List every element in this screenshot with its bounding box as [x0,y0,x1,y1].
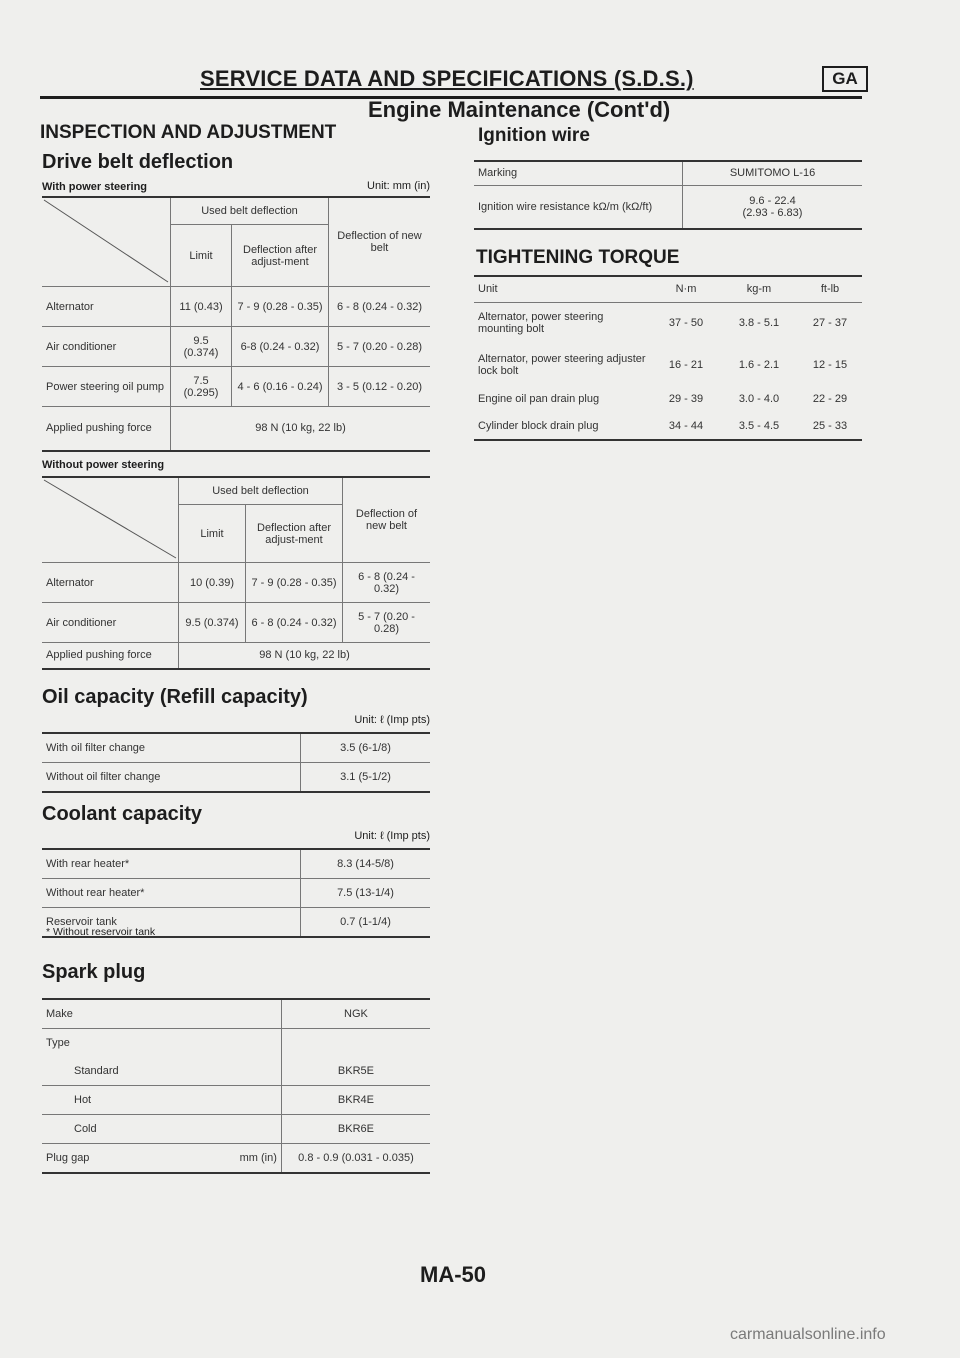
diagonal-line [42,198,170,284]
with-ps-label: With power steering [42,181,148,193]
diagonal-header-cell [42,477,179,563]
type-name: Standard [70,1057,281,1086]
row-nm: 37 - 50 [668,317,704,330]
plug-gap-unit: mm (in) [239,1152,277,1164]
row-kgm: 3.8 - 5.1 [738,317,780,330]
type-name: Hot [70,1086,281,1115]
coolant-capacity-table [42,848,430,938]
force-label: Applied pushing force [42,643,179,669]
table-row [474,344,862,386]
table-row [42,999,430,1029]
ignition-wire-title: Ignition wire [478,125,590,146]
row-ftlb: 25 - 33 [798,412,862,440]
row-limit: 10 (0.39) [179,563,246,603]
table-row [42,603,430,643]
after-adjust-header: Deflection after adjust-ment [232,225,329,287]
diagonal-line [42,478,178,560]
table-row [42,1057,430,1086]
drive-belt-title: Drive belt deflection [42,151,234,173]
row-after: 6 - 8 (0.24 - 0.32) [246,603,343,643]
type-name: Cold [70,1115,281,1144]
row-limit: 7.5 (0.295) [171,367,232,407]
header-kgm: kg-m [720,276,798,302]
page-header-title: SERVICE DATA AND SPECIFICATIONS (S.D.S.) [200,66,694,91]
table-row [474,302,862,344]
header-nm: N·m [652,276,720,302]
row-limit: 9.5 (0.374) [171,327,232,367]
row-after: 7 - 9 (0.28 - 0.35) [246,563,343,603]
table-row [42,367,430,407]
row-label: Engine oil pan drain plug [478,393,600,405]
row-label: Without oil filter change [42,763,301,793]
belt-table-with-ps [42,196,430,452]
marking-value: SUMITOMO L-16 [683,161,863,185]
row-label: Alternator, power steering mounting bolt [478,311,604,336]
force-label: Applied pushing force [42,407,171,451]
row-label: Alternator [42,563,179,603]
plug-gap-label [42,1144,281,1174]
resistance-value-kohm-ft: (2.93 - 6.83) [742,206,803,219]
row-after: 6-8 (0.24 - 0.32) [232,327,329,367]
table-row [474,161,862,185]
coolant-unit: Unit: ℓ (Imp pts) [354,830,430,842]
make-label: Make [42,999,281,1029]
row-label: Air conditioner [42,603,179,643]
row-limit: 9.5 (0.374) [179,603,246,643]
new-belt-header: Deflection of new belt [343,477,431,563]
type-label: Type [42,1029,281,1058]
table-row [474,412,862,440]
row-limit: 11 (0.43) [171,287,232,327]
row-label: Power steering oil pump [42,367,171,407]
make-value: NGK [281,999,430,1029]
used-belt-header: Used belt deflection [179,477,343,505]
row-label: Alternator, power steering adjuster lock bolt [478,353,646,377]
row-kgm: 1.6 - 2.1 [738,359,780,371]
tightening-torque-table [474,275,862,441]
table-row [42,849,430,879]
row-new: 6 - 8 (0.24 - 0.32) [329,287,431,327]
row-label: With rear heater* [42,849,301,879]
limit-header: Limit [171,225,232,287]
row-after: 7 - 9 (0.28 - 0.35) [232,287,329,327]
row-new: 5 - 7 (0.20 - 0.28) [343,603,431,643]
resistance-value [683,185,863,229]
spark-plug-table [42,998,430,1174]
row-value: 3.1 (5-1/2) [301,763,431,793]
table-row [42,407,430,451]
table-row [42,733,430,763]
header-unit: Unit [474,276,652,302]
page-number: MA-50 [420,1262,487,1287]
oil-capacity-table [42,732,430,793]
header-ftlb: ft-lb [798,276,862,302]
row-value: 8.3 (14-5/8) [301,849,431,879]
oil-capacity-title: Oil capacity (Refill capacity) [42,686,308,708]
table-row [42,643,430,669]
resistance-value-kohm-m: 9.6 - 22.4 [749,194,796,207]
resistance-label: Ignition wire resistance kΩ/m (kΩ/ft) [474,185,683,229]
table-row [42,327,430,367]
section-badge: GA [822,66,868,92]
table-row [42,287,430,327]
without-ps-label: Without power steering [42,459,165,471]
row-value: 3.5 (6-1/8) [301,733,431,763]
table-row [42,1144,430,1174]
limit-header: Limit [179,505,246,563]
force-value: 98 N (10 kg, 22 lb) [171,407,431,451]
after-adjust-header: Deflection after adjust-ment [246,505,343,563]
plug-gap-value: 0.8 - 0.9 (0.031 - 0.035) [281,1144,430,1174]
row-label: Air conditioner [42,327,171,367]
spark-plug-title: Spark plug [42,961,146,983]
table-row [42,1086,430,1115]
row-nm: 29 - 39 [668,393,704,405]
page-subtitle: Engine Maintenance (Cont'd) [368,97,671,122]
table-row [474,386,862,412]
table-row [42,1029,430,1058]
ignition-wire-table [474,160,862,230]
section-title: INSPECTION AND ADJUSTMENT [40,122,337,143]
row-new: 5 - 7 (0.20 - 0.28) [329,327,431,367]
row-value: 7.5 (13-1/4) [301,879,431,908]
plug-gap-text: Plug gap [46,1152,90,1164]
row-label: Alternator [42,287,171,327]
table-header-row [474,276,862,302]
used-belt-header: Used belt deflection [171,197,329,225]
table-row [42,1115,430,1144]
row-ftlb: 22 - 29 [812,393,848,405]
table-row [474,185,862,229]
row-nm: 34 - 44 [652,412,720,440]
with-ps-unit: Unit: mm (in) [367,180,430,192]
type-value: BKR5E [281,1057,430,1086]
oil-unit: Unit: ℓ (Imp pts) [354,714,430,726]
row-kgm: 3.0 - 4.0 [738,393,780,405]
row-after: 4 - 6 (0.16 - 0.24) [232,367,329,407]
row-label: With oil filter change [42,733,301,763]
row-label: Cylinder block drain plug [474,412,652,440]
type-value: BKR6E [281,1115,430,1144]
table-row [42,563,430,603]
row-ftlb: 12 - 15 [812,359,848,371]
row-label: Without rear heater* [42,879,301,908]
row-nm: 16 - 21 [668,359,704,371]
row-new: 6 - 8 (0.24 - 0.32) [343,563,431,603]
watermark: carmanualsonline.info [730,1326,886,1343]
type-value: BKR4E [281,1086,430,1115]
force-value: 98 N (10 kg, 22 lb) [179,643,431,669]
table-row [42,879,430,908]
row-value: 0.7 (1-1/4) [301,908,431,938]
diagonal-header-cell [42,197,171,287]
row-kgm: 3.5 - 4.5 [720,412,798,440]
belt-table-without-ps [42,476,430,670]
coolant-capacity-title: Coolant capacity [42,803,203,825]
row-ftlb: 27 - 37 [812,317,848,330]
new-belt-header: Deflection of new belt [329,197,431,287]
row-new: 3 - 5 (0.12 - 0.20) [329,367,431,407]
tightening-torque-title: TIGHTENING TORQUE [476,247,680,268]
row-label: Reservoir tank [42,908,301,938]
table-row [42,763,430,793]
marking-label: Marking [474,161,683,185]
coolant-footnote: * Without reservoir tank [46,926,156,938]
